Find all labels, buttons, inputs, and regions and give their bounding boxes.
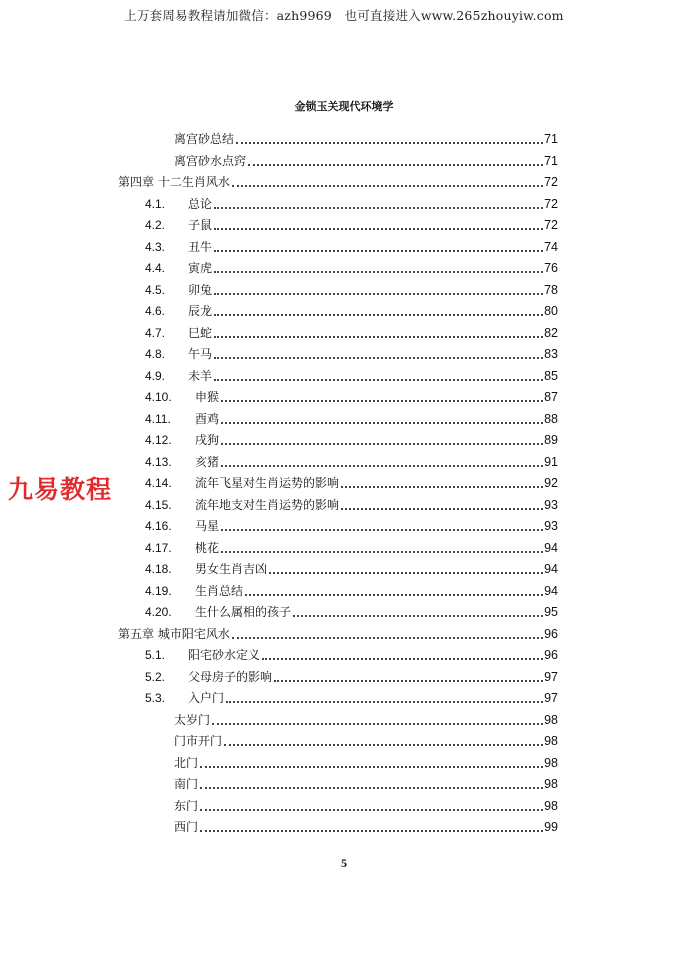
toc-entry-page: 97 — [544, 669, 558, 684]
dot-leader — [226, 691, 543, 703]
dot-leader — [293, 605, 543, 617]
toc-entry-number: 4.7. — [145, 325, 166, 340]
toc-entry-number: 5.2. — [145, 669, 166, 684]
toc-entry-label: 流年飞星对生肖运势的影响 — [195, 476, 340, 490]
toc-entry-page: 80 — [544, 304, 558, 318]
toc-entry[interactable] — [174, 730, 558, 748]
toc-entry-page: 94 — [544, 540, 558, 555]
toc-entry-number: 4.16. — [145, 519, 172, 533]
toc-entry[interactable] — [174, 150, 558, 168]
toc-entry-page: 87 — [544, 390, 558, 404]
toc-entry-page: 76 — [544, 261, 558, 275]
toc-entry[interactable] — [145, 279, 558, 297]
toc-entry-label: 入户门 — [188, 691, 225, 705]
dot-leader — [232, 627, 543, 639]
dot-leader — [221, 433, 543, 445]
toc-entry-number: 4.9. — [145, 368, 166, 383]
toc-entry-number: 4.12. — [145, 433, 172, 447]
watermark-logo: 九易教程 — [8, 475, 113, 504]
toc-entry-label: 总论 — [188, 196, 213, 211]
dot-leader — [221, 519, 543, 531]
toc-entry-page: 94 — [544, 562, 558, 576]
toc-entry[interactable] — [145, 580, 558, 598]
toc-entry-label: 辰龙 — [188, 304, 213, 318]
toc-entry-label: 父母房子的影响 — [188, 669, 273, 684]
dot-leader — [232, 175, 543, 187]
toc-entry[interactable] — [145, 687, 558, 705]
toc-entry-number: 4.2. — [145, 218, 166, 232]
toc-entry-page: 98 — [544, 712, 558, 727]
toc-entry[interactable] — [174, 773, 558, 791]
toc-entry-page: 72 — [544, 196, 558, 211]
toc-entry-number: 4.5. — [145, 282, 166, 297]
toc-entry-label: 寅虎 — [188, 261, 213, 275]
dot-leader — [214, 240, 543, 252]
toc-entry-page: 85 — [544, 368, 558, 383]
toc-entry-page: 71 — [544, 153, 558, 168]
toc-entry-page: 78 — [544, 282, 558, 297]
toc-entry-label: 流年地支对生肖运势的影响 — [195, 497, 340, 512]
toc-entry-number: 4.3. — [145, 239, 166, 254]
toc-entry-page: 98 — [544, 777, 558, 791]
toc-entry-label: 午马 — [188, 347, 213, 361]
dot-leader — [341, 498, 543, 510]
toc-entry[interactable] — [174, 795, 558, 813]
toc-entry-number: 4.6. — [145, 304, 166, 318]
toc-entry-page: 92 — [544, 476, 558, 490]
toc-entry-label: 戌狗 — [195, 433, 220, 447]
dot-leader — [236, 132, 543, 144]
toc-entry-number: 4.1. — [145, 196, 166, 211]
toc-entry-label: 男女生肖吉凶 — [195, 562, 268, 576]
toc-entry-label: 北门 — [174, 755, 199, 770]
dot-leader — [248, 154, 543, 166]
toc-entry-page: 93 — [544, 497, 558, 512]
toc-entry-page: 98 — [544, 734, 558, 748]
toc-entry-label: 生什么属相的孩子 — [195, 605, 292, 619]
toc-entry-label: 子鼠 — [188, 218, 213, 232]
toc-entry-page: 98 — [544, 755, 558, 770]
toc-entry[interactable] — [145, 214, 558, 232]
dot-leader — [341, 476, 543, 488]
toc-entry-number: 4.14. — [145, 476, 172, 490]
dot-leader — [200, 799, 543, 811]
dot-leader — [274, 670, 543, 682]
toc-entry[interactable] — [118, 171, 558, 189]
toc-entry[interactable] — [145, 343, 558, 361]
toc-entry[interactable] — [174, 709, 558, 727]
toc-entry[interactable] — [145, 300, 558, 318]
toc-entry[interactable] — [145, 451, 558, 469]
toc-entry-label: 南门 — [174, 777, 199, 791]
toc-entry-page: 94 — [544, 583, 558, 598]
toc-entry-label: 申猴 — [195, 390, 220, 404]
toc-entry-label: 丑牛 — [188, 239, 213, 254]
toc-entry-label: 第五章 城市阳宅风水 — [118, 626, 230, 641]
toc-entry-label: 卯兔 — [188, 282, 213, 297]
toc-entry-number: 4.10. — [145, 390, 172, 404]
toc-entry-label: 酉鸡 — [195, 411, 220, 426]
dot-leader — [245, 584, 543, 596]
header-notice: 上万套周易教程请加微信：azh9969 也可直接进入www.265zhouyiw.com — [124, 8, 564, 23]
toc-entry[interactable] — [145, 644, 558, 662]
toc-entry-number: 5.3. — [145, 691, 166, 705]
toc-entry[interactable] — [174, 128, 558, 146]
toc-entry[interactable] — [145, 322, 558, 340]
dot-leader — [214, 304, 543, 316]
toc-entry-page: 97 — [544, 691, 558, 705]
toc-entry-number: 4.18. — [145, 562, 172, 576]
toc-entry-number: 4.17. — [145, 540, 172, 555]
dot-leader — [262, 648, 543, 660]
toc-entry-page: 99 — [544, 820, 558, 834]
dot-leader — [269, 562, 543, 574]
toc-entry-page: 71 — [544, 132, 558, 146]
toc-entry[interactable] — [145, 429, 558, 447]
book-title: 金锁玉关现代环境学 — [294, 100, 394, 113]
dot-leader — [212, 713, 543, 725]
toc-entry-label: 太岁门 — [174, 712, 211, 727]
toc-entry-page: 98 — [544, 798, 558, 813]
toc-entry-number: 4.20. — [145, 605, 172, 619]
toc-entry-number: 4.8. — [145, 347, 166, 361]
toc-entry-page: 72 — [544, 175, 558, 189]
toc-entry-page: 96 — [544, 648, 558, 662]
toc-entry[interactable] — [145, 365, 558, 383]
toc-entry-page: 96 — [544, 626, 558, 641]
toc-entry-number: 5.1. — [145, 648, 166, 662]
dot-leader — [214, 197, 543, 209]
toc-entry-label: 未羊 — [188, 368, 213, 383]
toc-entry[interactable] — [174, 752, 558, 770]
toc-entry[interactable] — [118, 623, 558, 641]
toc-entry-page: 93 — [544, 519, 558, 533]
dot-leader — [214, 369, 543, 381]
toc-entry-page: 91 — [544, 454, 558, 469]
toc-entry-page: 74 — [544, 239, 558, 254]
toc-entry-number: 4.15. — [145, 497, 172, 512]
toc-entry[interactable] — [145, 386, 558, 404]
toc-entry-label: 西门 — [174, 820, 199, 834]
toc-entry-number: 4.4. — [145, 261, 166, 275]
toc-entry[interactable] — [145, 408, 558, 426]
toc-entry[interactable] — [145, 257, 558, 275]
toc-entry-number: 4.13. — [145, 454, 172, 469]
toc-entry-label: 第四章 十二生肖风水 — [118, 175, 230, 189]
toc-entry-label: 东门 — [174, 798, 199, 813]
toc-entry[interactable] — [145, 558, 558, 576]
toc-entry-label: 门市开门 — [174, 734, 223, 748]
toc-entry[interactable] — [145, 666, 558, 684]
toc-entry-page: 82 — [544, 325, 558, 340]
dot-leader — [221, 390, 543, 402]
toc-entry-label: 离宫砂水点窍 — [174, 153, 247, 168]
dot-leader — [200, 777, 543, 789]
toc-entry-page: 89 — [544, 433, 558, 447]
toc-entry-page: 83 — [544, 347, 558, 361]
toc-entry-label: 马星 — [195, 519, 220, 533]
dot-leader — [200, 756, 543, 768]
dot-leader — [224, 734, 543, 746]
toc-entry-label: 桃花 — [195, 540, 220, 555]
toc-entry[interactable] — [145, 494, 558, 512]
toc-entry-label: 巳蛇 — [188, 325, 213, 340]
toc-entry[interactable] — [145, 193, 558, 211]
toc-entry-label: 离宫砂总结 — [174, 132, 235, 146]
toc-entry[interactable] — [145, 515, 558, 533]
dot-leader — [214, 283, 543, 295]
toc-entry-number: 4.19. — [145, 583, 172, 598]
toc-entry-label: 阳宅砂水定义 — [188, 648, 261, 662]
dot-leader — [221, 412, 543, 424]
toc-entry-label: 亥猪 — [195, 454, 220, 469]
dot-leader — [214, 347, 543, 359]
toc-entry[interactable] — [145, 472, 558, 490]
toc-entry-page: 72 — [544, 218, 558, 232]
page-number: 5 — [341, 856, 347, 870]
toc-entry[interactable] — [145, 537, 558, 555]
toc-entry[interactable] — [174, 816, 558, 834]
toc-entry-page: 88 — [544, 411, 558, 426]
dot-leader — [214, 326, 543, 338]
dot-leader — [214, 218, 543, 230]
toc-entry[interactable] — [145, 236, 558, 254]
toc-entry-label: 生肖总结 — [195, 583, 244, 598]
dot-leader — [214, 261, 543, 273]
toc-entry[interactable] — [145, 601, 558, 619]
dot-leader — [221, 541, 543, 553]
dot-leader — [200, 820, 543, 832]
toc-entry-number: 4.11. — [145, 411, 171, 426]
dot-leader — [221, 455, 543, 467]
toc-entry-page: 95 — [544, 605, 558, 619]
